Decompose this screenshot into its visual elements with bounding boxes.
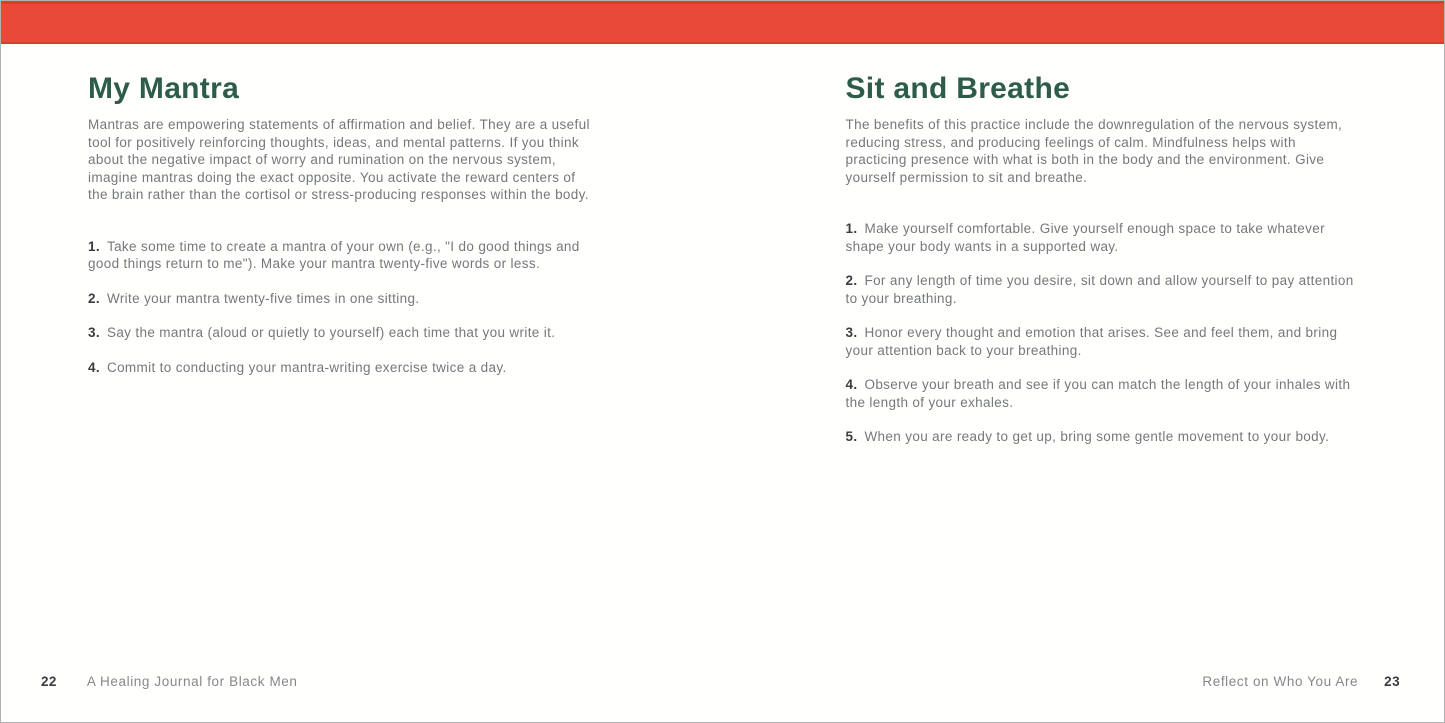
step-text: When you are ready to get up, bring some gentle movement to your body. [864,429,1330,444]
step-number: 2. [845,273,858,288]
left-intro-paragraph: Mantras are empowering statements of affirmation and belief. They are a useful tool for positively reinforcing thoughts, ideas, and mental patterns. If you think about the negative impact of worry and rumination on the nervous system, imagine mantras doing the exact opposite. You activate the reward centers of the brain rather than the cortisol or stress-producing responses within the body. [88,117,590,202]
right-page-title: Sit and Breathe [845,72,1071,105]
step-text: Write your mantra twenty-five times in one sitting. [106,290,420,306]
left-page-number: 22 [41,674,57,689]
right-step-4 [846,376,1357,411]
step-number: 1. [845,221,858,236]
page-right [723,44,1445,722]
left-step-4 [88,359,599,377]
step-text: For any length of time you desire, sit down and allow yourself to pay attention to your breathing. [845,273,1354,306]
left-steps-list [88,238,599,377]
step-text: Commit to conducting your mantra-writing exercise twice a day. [106,359,507,375]
right-page-number: 23 [1384,674,1400,689]
step-text: Honor every thought and emotion that arises. See and feel them, and bring your attention back to your breathing. [845,325,1338,358]
top-color-band [1,1,1444,44]
right-steps-list [846,220,1357,446]
left-page-footer [41,674,298,689]
left-page-title: My Mantra [88,72,240,105]
left-step-2 [88,290,599,308]
step-number: 5. [845,429,858,444]
step-text: Make yourself comfortable. Give yourself enough space to take whatever shape your body wants in a supported way. [845,221,1325,254]
step-number: 2. [88,290,100,306]
step-text: Observe your breath and see if you can match the length of your inhales with the length of your exhales. [845,377,1351,410]
book-title-running-footer: A Healing Journal for Black Men [86,674,298,689]
right-step-5 [846,428,1357,446]
left-step-3 [88,324,599,342]
left-step-1 [88,238,599,273]
section-title-running-footer: Reflect on Who You Are [1202,674,1359,689]
step-number: 3. [845,325,858,340]
step-number: 4. [845,377,858,392]
page-spread [1,44,1444,722]
page-left [1,44,723,722]
right-step-1 [846,220,1357,255]
step-number: 4. [88,359,100,375]
right-step-3 [846,324,1357,359]
step-text: Say the mantra (aloud or quietly to yourself) each time that you write it. [106,325,556,340]
right-step-2 [846,272,1357,307]
step-number: 3. [88,325,100,340]
right-page-footer [1202,674,1400,689]
step-number: 1. [88,238,100,254]
right-intro-paragraph: The benefits of this practice include the downregulation of the nervous system, reducing stress, and producing feelings of calm. Mindfulness helps with practicing presence with what is both in the body and the environment. Give yourself permission to sit and breathe. [845,117,1343,185]
step-text: Take some time to create a mantra of your own (e.g., "I do good things and good things return to me"). Make your mantra twenty-five words or less. [88,238,580,271]
